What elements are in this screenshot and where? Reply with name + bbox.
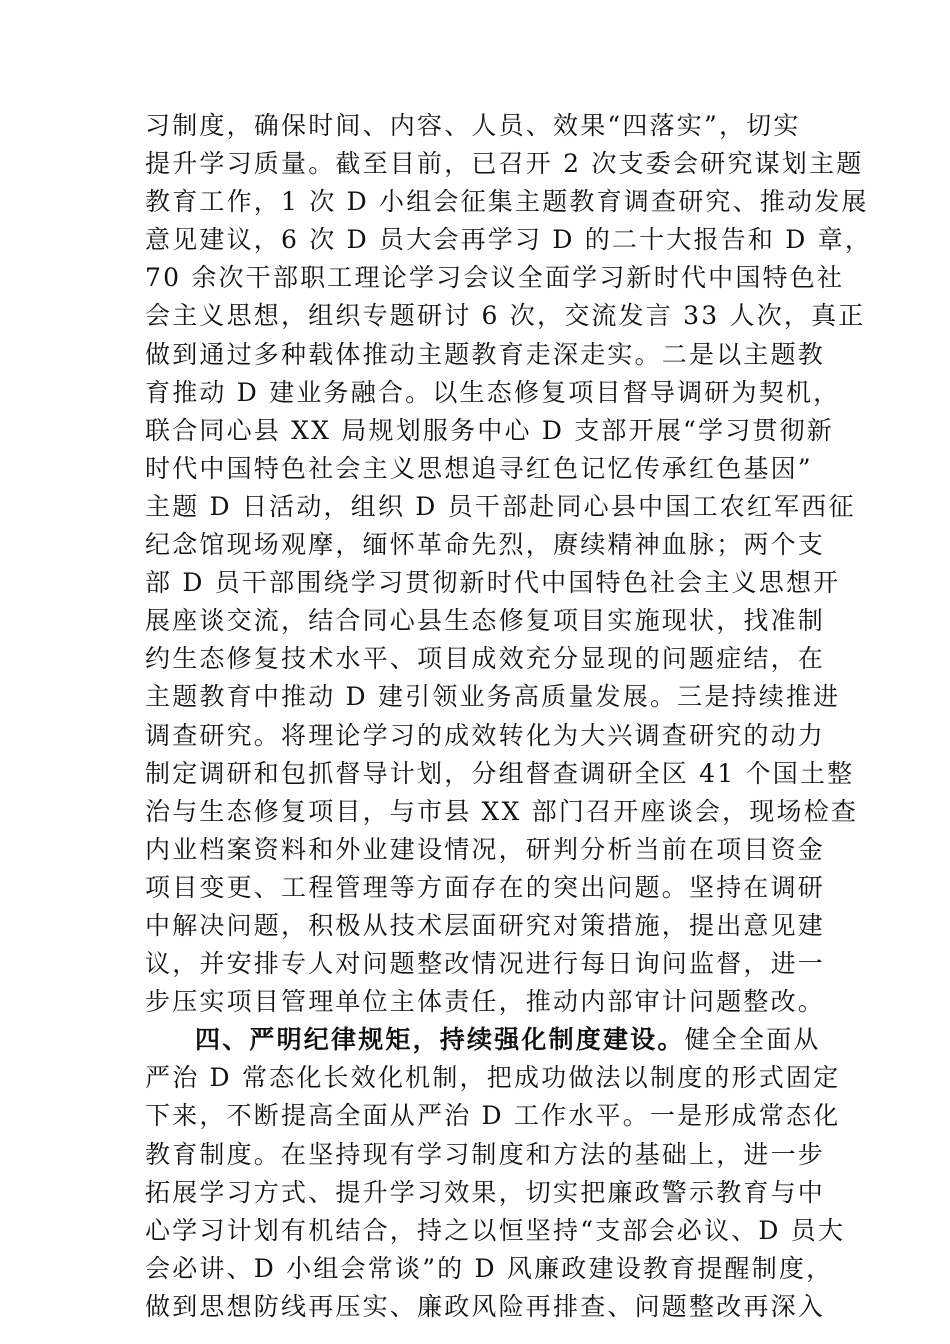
text-line: 会必讲、D 小组会常谈”的 D 风廉政建设教育提醒制度， xyxy=(145,1253,834,1283)
text-line: 部 D 员干部围绕学习贯彻新时代中国特色社会主义思想开 xyxy=(145,568,841,598)
text-line: 会主义思想，组织专题研讨 6 次，交流发言 33 人次，真正 xyxy=(145,301,866,331)
text-line: 意见建议，6 次 D 员大会再学习 D 的二十大报告和 D 章， xyxy=(145,225,873,255)
section-heading: 四、严明纪律规矩，持续强化制度建设。 xyxy=(195,1025,685,1055)
text-line: 联合同心县 XX 局规划服务中心 D 支部开展“学习贯彻新 xyxy=(145,415,835,445)
text-line: 育推动 D 建业务融合。以生态修复项目督导调研为契机， xyxy=(145,377,841,407)
text-line: 步压实项目管理单位主体责任，推动内部审计问题整改。 xyxy=(145,987,826,1017)
text-line: 展座谈交流，结合同心县生态修复项目实施现状，找准制 xyxy=(145,606,826,636)
text-line: 严治 D 常态化长效化机制，把成功做法以制度的形式固定 xyxy=(145,1063,841,1093)
text-line: 中解决问题，积极从技术层面研究对策措施，提出意见建 xyxy=(145,910,826,940)
text-line: 做到通过多种载体推动主题教育走深走实。二是以主题教 xyxy=(145,339,826,369)
text-line: 时代中国特色社会主义思想追寻红色记忆传承红色基因” xyxy=(145,453,813,483)
text-line: 纪念馆现场观摩，缅怀革命先烈，赓续精神血脉；两个支 xyxy=(145,530,826,560)
text-line: 下来，不断提高全面从严治 D 工作水平。一是形成常态化 xyxy=(145,1101,841,1131)
text-line: 70 余次干部职工理论学习会议全面学习新时代中国特色社 xyxy=(145,263,845,293)
text-line: 教育制度。在坚持现有学习制度和方法的基础上，进一步 xyxy=(145,1139,826,1169)
text-line: 主题 D 日活动，组织 D 员干部赴同心县中国工农红军西征 xyxy=(145,491,856,521)
text-line: 提升学习质量。截至目前，已召开 2 次支委会研究谋划主题 xyxy=(145,149,864,179)
text-line: 做到思想防线再压实、廉政风险再排查、问题整改再深入 xyxy=(145,1291,826,1321)
section-heading-continuation: 健全全面从 xyxy=(684,1025,821,1055)
text-line: 治与生态修复项目，与市县 XX 部门召开座谈会，现场检查 xyxy=(145,796,859,826)
text-line: 调查研究。将理论学习的成效转化为大兴调查研究的动力 xyxy=(145,720,826,750)
text-line: 制定调研和包抓督导计划，分组督查调研全区 41 个国土整 xyxy=(145,758,855,788)
text-line: 项目变更、工程管理等方面存在的突出问题。坚持在调研 xyxy=(145,872,826,902)
text-line: 教育工作，1 次 D 小组会征集主题教育调查研究、推动发展 xyxy=(145,187,869,217)
text-line: 习制度，确保时间、内容、人员、效果“四落实”，切实 xyxy=(145,111,801,140)
section-heading-line xyxy=(145,1021,821,1059)
text-line: 议，并安排专人对问题整改情况进行每日询问监督，进一 xyxy=(145,949,826,979)
text-line: 约生态修复技术水平、项目成效充分显现的问题症结，在 xyxy=(145,644,826,674)
text-line: 心学习计划有机结合，持之以恒坚持“支部会必议、D 员大 xyxy=(145,1215,846,1245)
text-line: 内业档案资料和外业建设情况，研判分析当前在项目资金 xyxy=(145,834,826,864)
text-line: 拓展学习方式、提升学习效果，切实把廉政警示教育与中 xyxy=(145,1177,826,1207)
document-body xyxy=(145,107,873,1326)
text-line: 主题教育中推动 D 建引领业务高质量发展。三是持续推进 xyxy=(145,682,841,712)
